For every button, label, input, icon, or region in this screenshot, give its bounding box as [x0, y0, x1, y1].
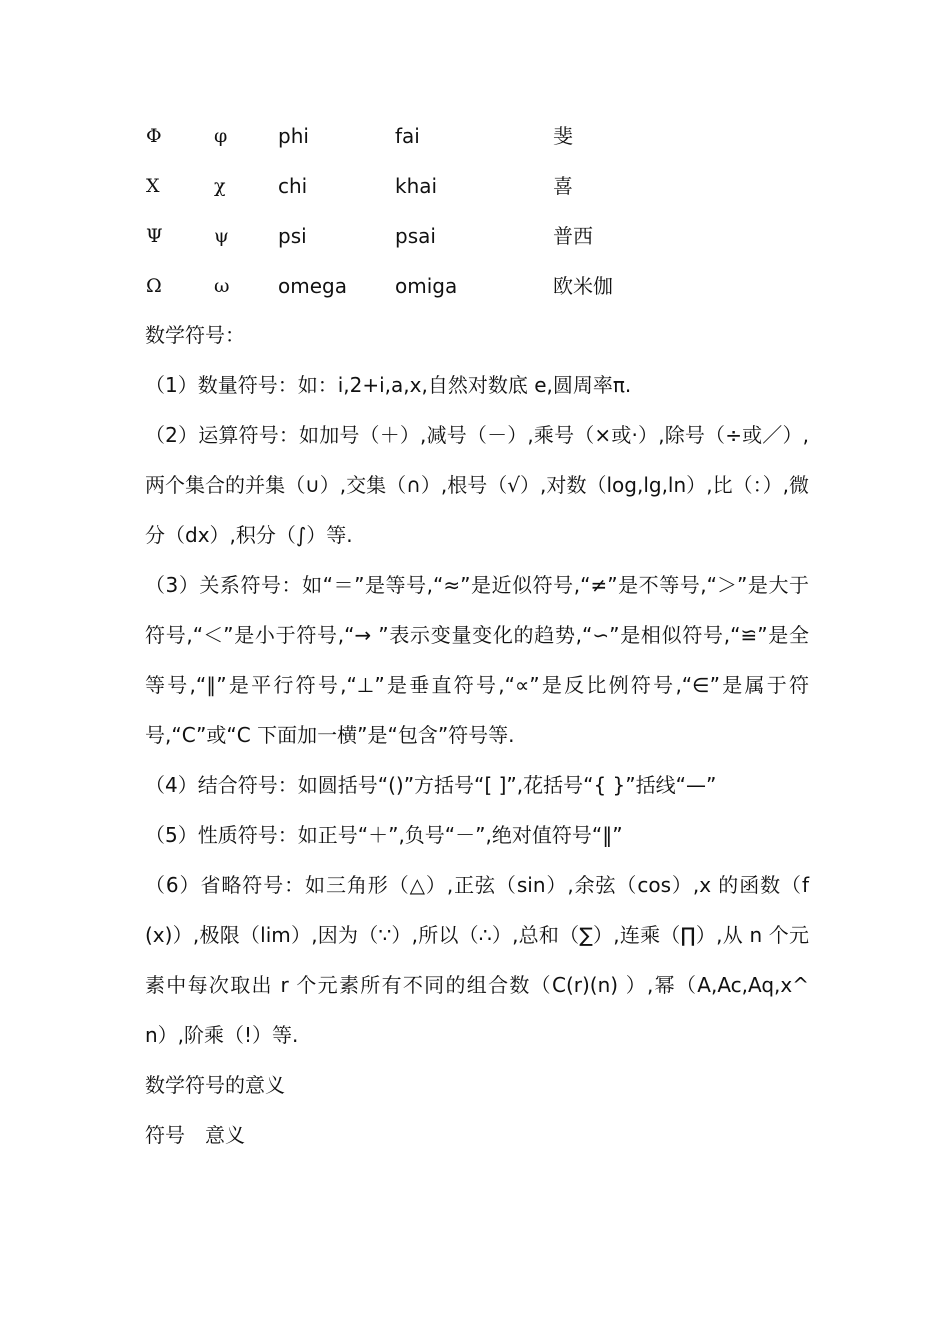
greek-chinese-reading: 喜 — [553, 174, 573, 198]
greek-lowercase: φ — [214, 125, 228, 147]
greek-uppercase: Φ — [146, 125, 162, 147]
greek-row-psi — [0, 216, 950, 256]
greek-uppercase: Ω — [146, 275, 162, 297]
greek-english-name: chi — [278, 174, 308, 198]
greek-row-chi — [0, 166, 950, 206]
paragraph-operation-symbols: （2）运算符号：如加号（＋）,减号（－）,乘号（×或·）,除号（÷或／）,两个集合的并集（∪）,交集（∩）,根号（√）,对数（log,lg,ln）,比（：）,微分（dx）,积分（∫）等. — [145, 423, 809, 547]
greek-pronunciation: psai — [395, 224, 436, 248]
greek-english-name: psi — [278, 224, 307, 248]
section-heading-symbol-meaning: 数学符号的意义 — [145, 1073, 285, 1097]
paragraph-grouping-symbols: （4）结合符号：如圆括号“()”方括号“[ ]”,花括号“{ }”括线“—” — [145, 773, 717, 797]
greek-english-name: omega — [278, 274, 347, 298]
greek-pronunciation: omiga — [395, 274, 458, 298]
paragraph-quantity-symbols: （1）数量符号：如：i,2+i,a,x,自然对数底 e,圆周率π. — [145, 373, 632, 397]
paragraph-abbreviation-symbols: （6）省略符号：如三角形（△）,正弦（sin）,余弦（cos）,x 的函数（f(x)）,极限（lim）,因为（∵）,所以（∴）,总和（∑）,连乘（∏）,从 n 个元素中每次取出 r 个元素所有不同的组合数（C(r)(n) ）,幂（A,Ac,Aq,x^n）,阶乘（!）等. — [145, 873, 809, 1047]
greek-chinese-reading: 欧米伽 — [553, 274, 613, 298]
section-heading-math-symbols: 数学符号： — [145, 323, 245, 347]
greek-english-name: phi — [278, 124, 309, 148]
greek-uppercase: Ψ — [146, 225, 163, 247]
document-body — [145, 310, 809, 1160]
paragraph-relation-symbols: （3）关系符号：如“＝”是等号,“≈”是近似符号,“≠”是不等号,“＞”是大于符号,“＜”是小于符号,“→ ”表示变量变化的趋势,“∽”是相似符号,“≌”是全等号,“∥”是平行符号,“⊥”是垂直符号,“∝”是反比例符号,“∈”是属于符号,“C”或“C 下面加一横”是“包含”符号等. — [145, 573, 809, 747]
greek-lowercase: χ — [214, 175, 226, 197]
table-header: 符号 意义 — [145, 1123, 245, 1147]
greek-pronunciation: fai — [395, 124, 420, 148]
greek-chinese-reading: 斐 — [553, 124, 573, 148]
greek-uppercase: Χ — [146, 175, 160, 197]
paragraph-property-symbols: （5）性质符号：如正号“＋”,负号“－”,绝对值符号“‖” — [145, 823, 623, 847]
greek-pronunciation: khai — [395, 174, 438, 198]
greek-lowercase: ψ — [214, 225, 229, 247]
greek-chinese-reading: 普西 — [553, 224, 593, 248]
greek-row-omega — [0, 266, 950, 306]
greek-lowercase: ω — [214, 275, 230, 297]
greek-row-phi — [0, 116, 950, 156]
